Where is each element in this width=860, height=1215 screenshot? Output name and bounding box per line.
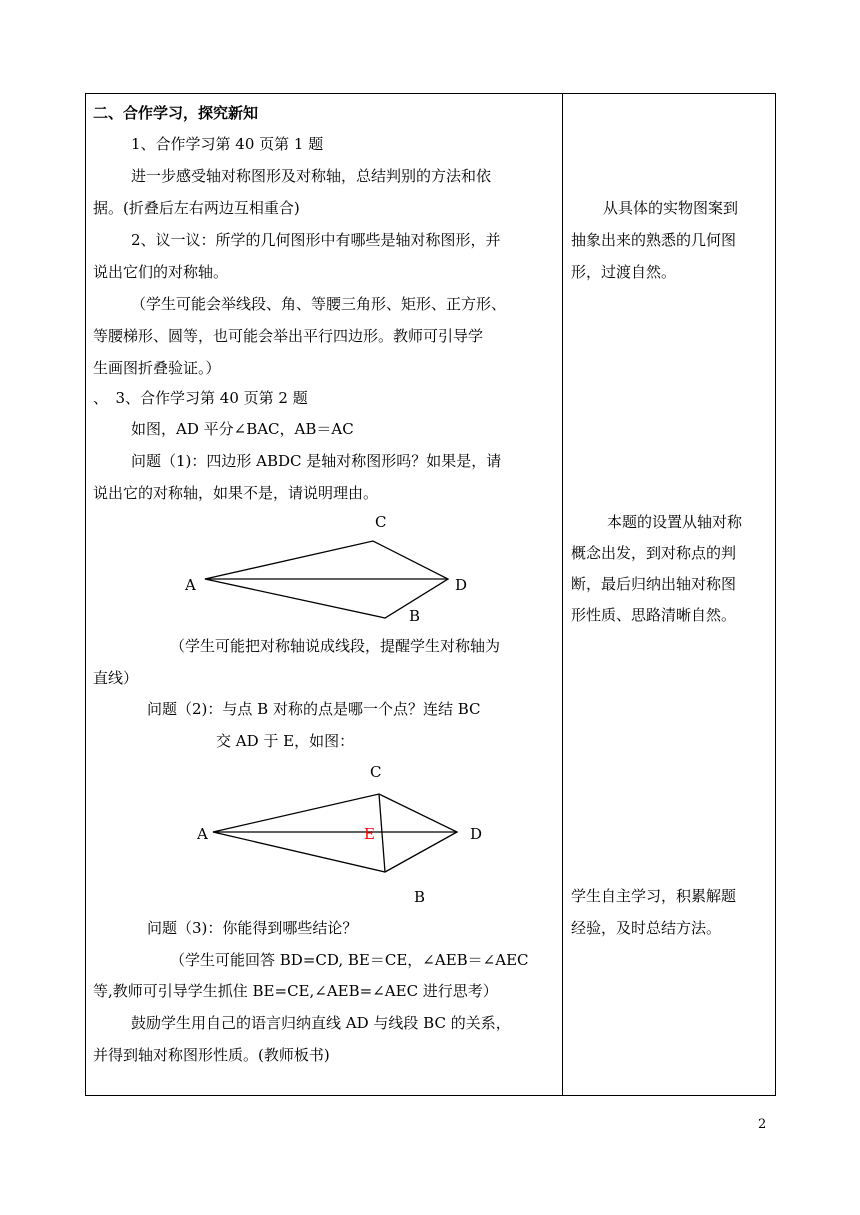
note-line: 概念出发，到对称点的判	[571, 544, 737, 562]
note-line: 断，最后归纳出轴对称图	[571, 575, 737, 593]
note-line: 形性质、思路清晰自然。	[571, 606, 737, 624]
text-line: （学生可能把对称轴说成线段，提醒学生对称轴为	[170, 637, 501, 655]
label-c: C	[375, 513, 387, 531]
text-line: 鼓励学生用自己的语言归纳直线 AD 与线段 BC 的关系，	[131, 1014, 511, 1032]
label-b: B	[414, 888, 426, 906]
page-number: 2	[758, 1117, 767, 1132]
text-line: 问题（3)：你能得到哪些结论？	[147, 919, 358, 937]
text-line: 、 3、合作学习第 40 页第 2 题	[93, 389, 308, 407]
text-line: 直线）	[93, 669, 139, 687]
text-line: 等腰梯形、圆等，也可能会举出平行四边形。教师可引导学	[93, 327, 484, 345]
label-d: D	[455, 576, 468, 594]
label-b: B	[409, 607, 421, 625]
note-line: 形，过渡自然。	[571, 263, 677, 281]
note-line: 学生自主学习，积累解题	[571, 887, 737, 905]
note-line: 本题的设置从轴对称	[607, 513, 743, 531]
text-line: 1、合作学习第 40 页第 1 题	[131, 135, 324, 153]
text-line: 据。(折叠后左右两边互相重合)	[93, 199, 300, 217]
text-line: 进一步感受轴对称图形及对称轴，总结判别的方法和依	[131, 167, 492, 185]
text-line: 问题（1)：四边形 ABDC 是轴对称图形吗？如果是，请	[131, 452, 502, 470]
label-e: E	[364, 825, 375, 843]
text-line: 生画图折叠验证。）	[93, 359, 221, 377]
column-divider	[562, 94, 563, 1095]
label-a: A	[197, 825, 208, 843]
text-line: （学生可能会举线段、角、等腰三角形、矩形、正方形、	[131, 295, 507, 313]
text-line: 说出它们的对称轴。	[93, 263, 229, 281]
text-line: 并得到轴对称图形性质。(教师板书)	[93, 1046, 330, 1064]
note-line: 抽象出来的熟悉的几何图	[571, 231, 737, 249]
text-line: 交 AD 于 E，如图：	[216, 732, 355, 750]
label-c: C	[370, 763, 382, 781]
text-line: （学生可能回答 BD=CD, BE＝CE，∠AEB＝∠AEC	[170, 951, 529, 969]
text-line: 2、议一议：所学的几何图形中有哪些是轴对称图形，并	[131, 231, 501, 249]
text-line: 等,教师可引导学生抓住 BE=CE,∠AEB=∠AEC 进行思考）	[93, 982, 498, 1000]
label-d: D	[470, 825, 483, 843]
note-line: 从具体的实物图案到	[603, 199, 739, 217]
label-a: A	[185, 576, 196, 594]
section-title: 二、合作学习，探究新知	[93, 104, 259, 122]
text-line: 如图，AD 平分∠BAC，AB＝AC	[131, 420, 354, 438]
note-line: 经验，及时总结方法。	[571, 919, 722, 937]
text-line: 问题（2)：与点 B 对称的点是哪一个点？连结 BC	[147, 700, 481, 718]
text-line: 说出它的对称轴，如果不是，请说明理由。	[93, 484, 379, 502]
